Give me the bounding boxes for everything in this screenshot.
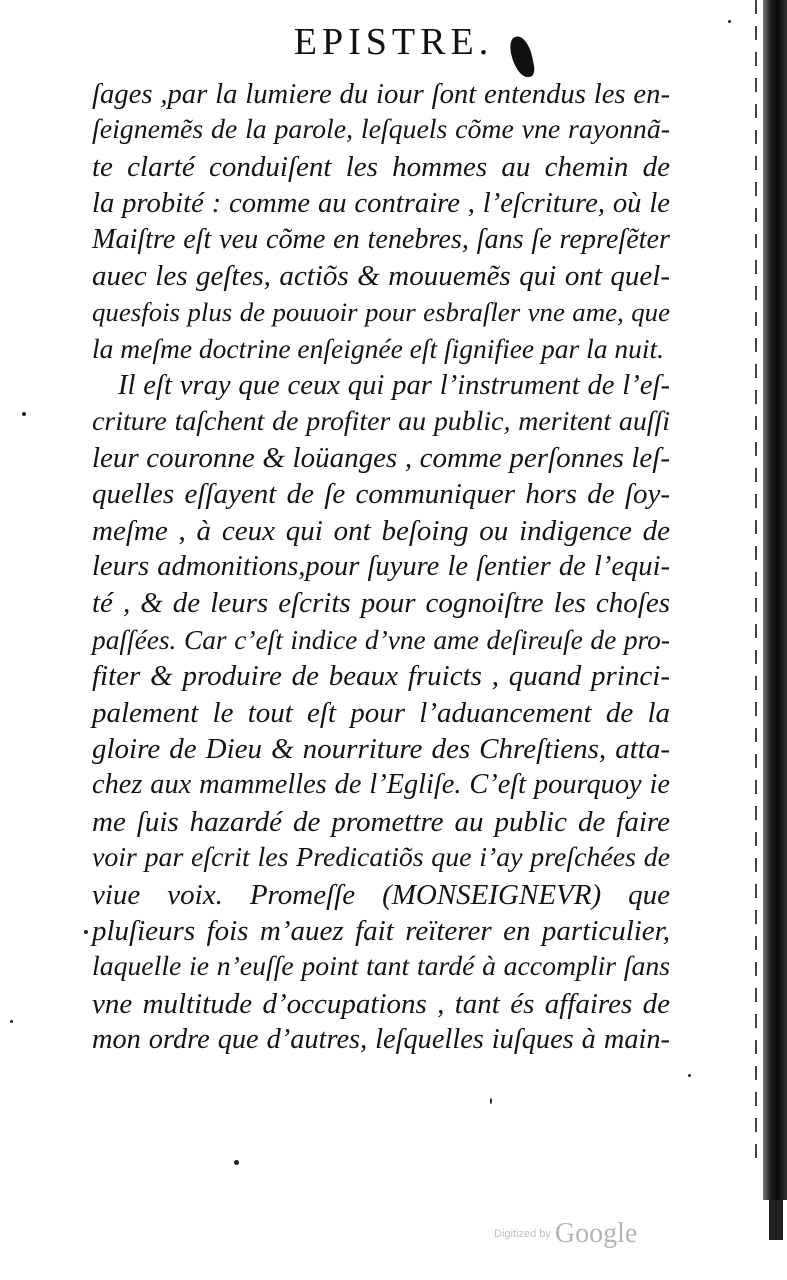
text-line: leur couronne & loüanges , comme perſonnes leſ- bbox=[92, 441, 670, 474]
text-line: voir par eſcrit les Predicatiõs que i’ay preſchées de bbox=[92, 842, 670, 874]
text-line: vne multitude d’occupations , tant és affaires de bbox=[92, 987, 670, 1020]
text-line: chez aux mammelles de l’Egliſe. C’eſt pourquoy ie bbox=[92, 769, 670, 801]
text-line: te clarté conduiſent les hommes au chemin de bbox=[92, 150, 670, 183]
text-line: Maiſtre eſt veu cõme en tenebres, ſans ſe repreſẽter bbox=[92, 223, 670, 255]
text-line: leurs admonitions,pour ſuyure le ſentier de l’equi- bbox=[92, 551, 670, 583]
text-line: té , & de leurs eſcrits pour cognoiſtre les choſes bbox=[92, 587, 670, 620]
text-line: criture taſchent de profiter au public, meritent auſſi bbox=[92, 405, 670, 437]
text-line: fiter & produire de beaux fruicts , quand princi- bbox=[92, 660, 670, 693]
binding-edge-lower bbox=[769, 1200, 783, 1240]
text-line: me ſuis hazardé de promettre au public de faire bbox=[92, 805, 670, 838]
text-line: gloire de Dieu & nourriture des Chreſtiens, atta- bbox=[92, 733, 670, 766]
text-line: pluſieurs fois m’auez fait reïterer en particulier, bbox=[92, 914, 670, 947]
text-line: ſeignemẽs de la parole, leſquels cõme vne rayonnã- bbox=[92, 114, 670, 146]
ink-speck bbox=[22, 412, 26, 416]
text-line: la probité : comme au contraire , l’eſcriture, où le bbox=[92, 187, 670, 220]
body-text bbox=[92, 76, 670, 1059]
binding-edge bbox=[763, 0, 787, 1200]
text-line: mon ordre que d’autres, leſquelles iuſques à main- bbox=[92, 1024, 670, 1056]
ink-speck bbox=[10, 1020, 13, 1023]
ink-speck bbox=[688, 1074, 691, 1077]
text-line: ſages ,par la lumiere du iour ſont entendus les en- bbox=[92, 78, 670, 110]
google-logo: Google bbox=[554, 1218, 638, 1249]
text-line: Il eſt vray que ceux qui par l’instrument de l’eſ- bbox=[118, 369, 670, 402]
text-line: la meſme doctrine enſeignée eſt ſignifiee par la nuit. bbox=[92, 332, 665, 364]
text-line: palement le tout eſt pour l’aduancement de la bbox=[92, 696, 670, 729]
text-line: laquelle ie n’euſſe point tant tardé à accomplir ſans bbox=[92, 951, 670, 983]
digitized-by-google-watermark bbox=[494, 1218, 637, 1250]
text-line: quesfois plus de pouuoir pour esbraſler vne ame, que bbox=[92, 297, 670, 328]
text-line: meſme , à ceux qui ont beſoing ou indigence de bbox=[92, 514, 670, 547]
ink-speck bbox=[490, 1098, 492, 1104]
text-line: quelles eſſayent de ſe communiquer hors de ſoy- bbox=[92, 478, 670, 511]
page-gutter-shadow bbox=[755, 0, 757, 1170]
ink-speck bbox=[234, 1160, 239, 1165]
ink-speck bbox=[728, 20, 731, 23]
watermark-prefix: Digitized by bbox=[494, 1228, 551, 1240]
text-line: paſſées. Car c’eſt indice d’vne ame deſireuſe de pro- bbox=[92, 624, 670, 655]
text-line: viue voix. Promeſſe (MONSEIGNEVR) que bbox=[92, 878, 670, 911]
text-line: auec les geſtes, actiõs & mouuemẽs qui ont quel- bbox=[92, 259, 670, 292]
ink-speck bbox=[84, 930, 88, 934]
running-head: EPISTRE. bbox=[293, 21, 494, 63]
